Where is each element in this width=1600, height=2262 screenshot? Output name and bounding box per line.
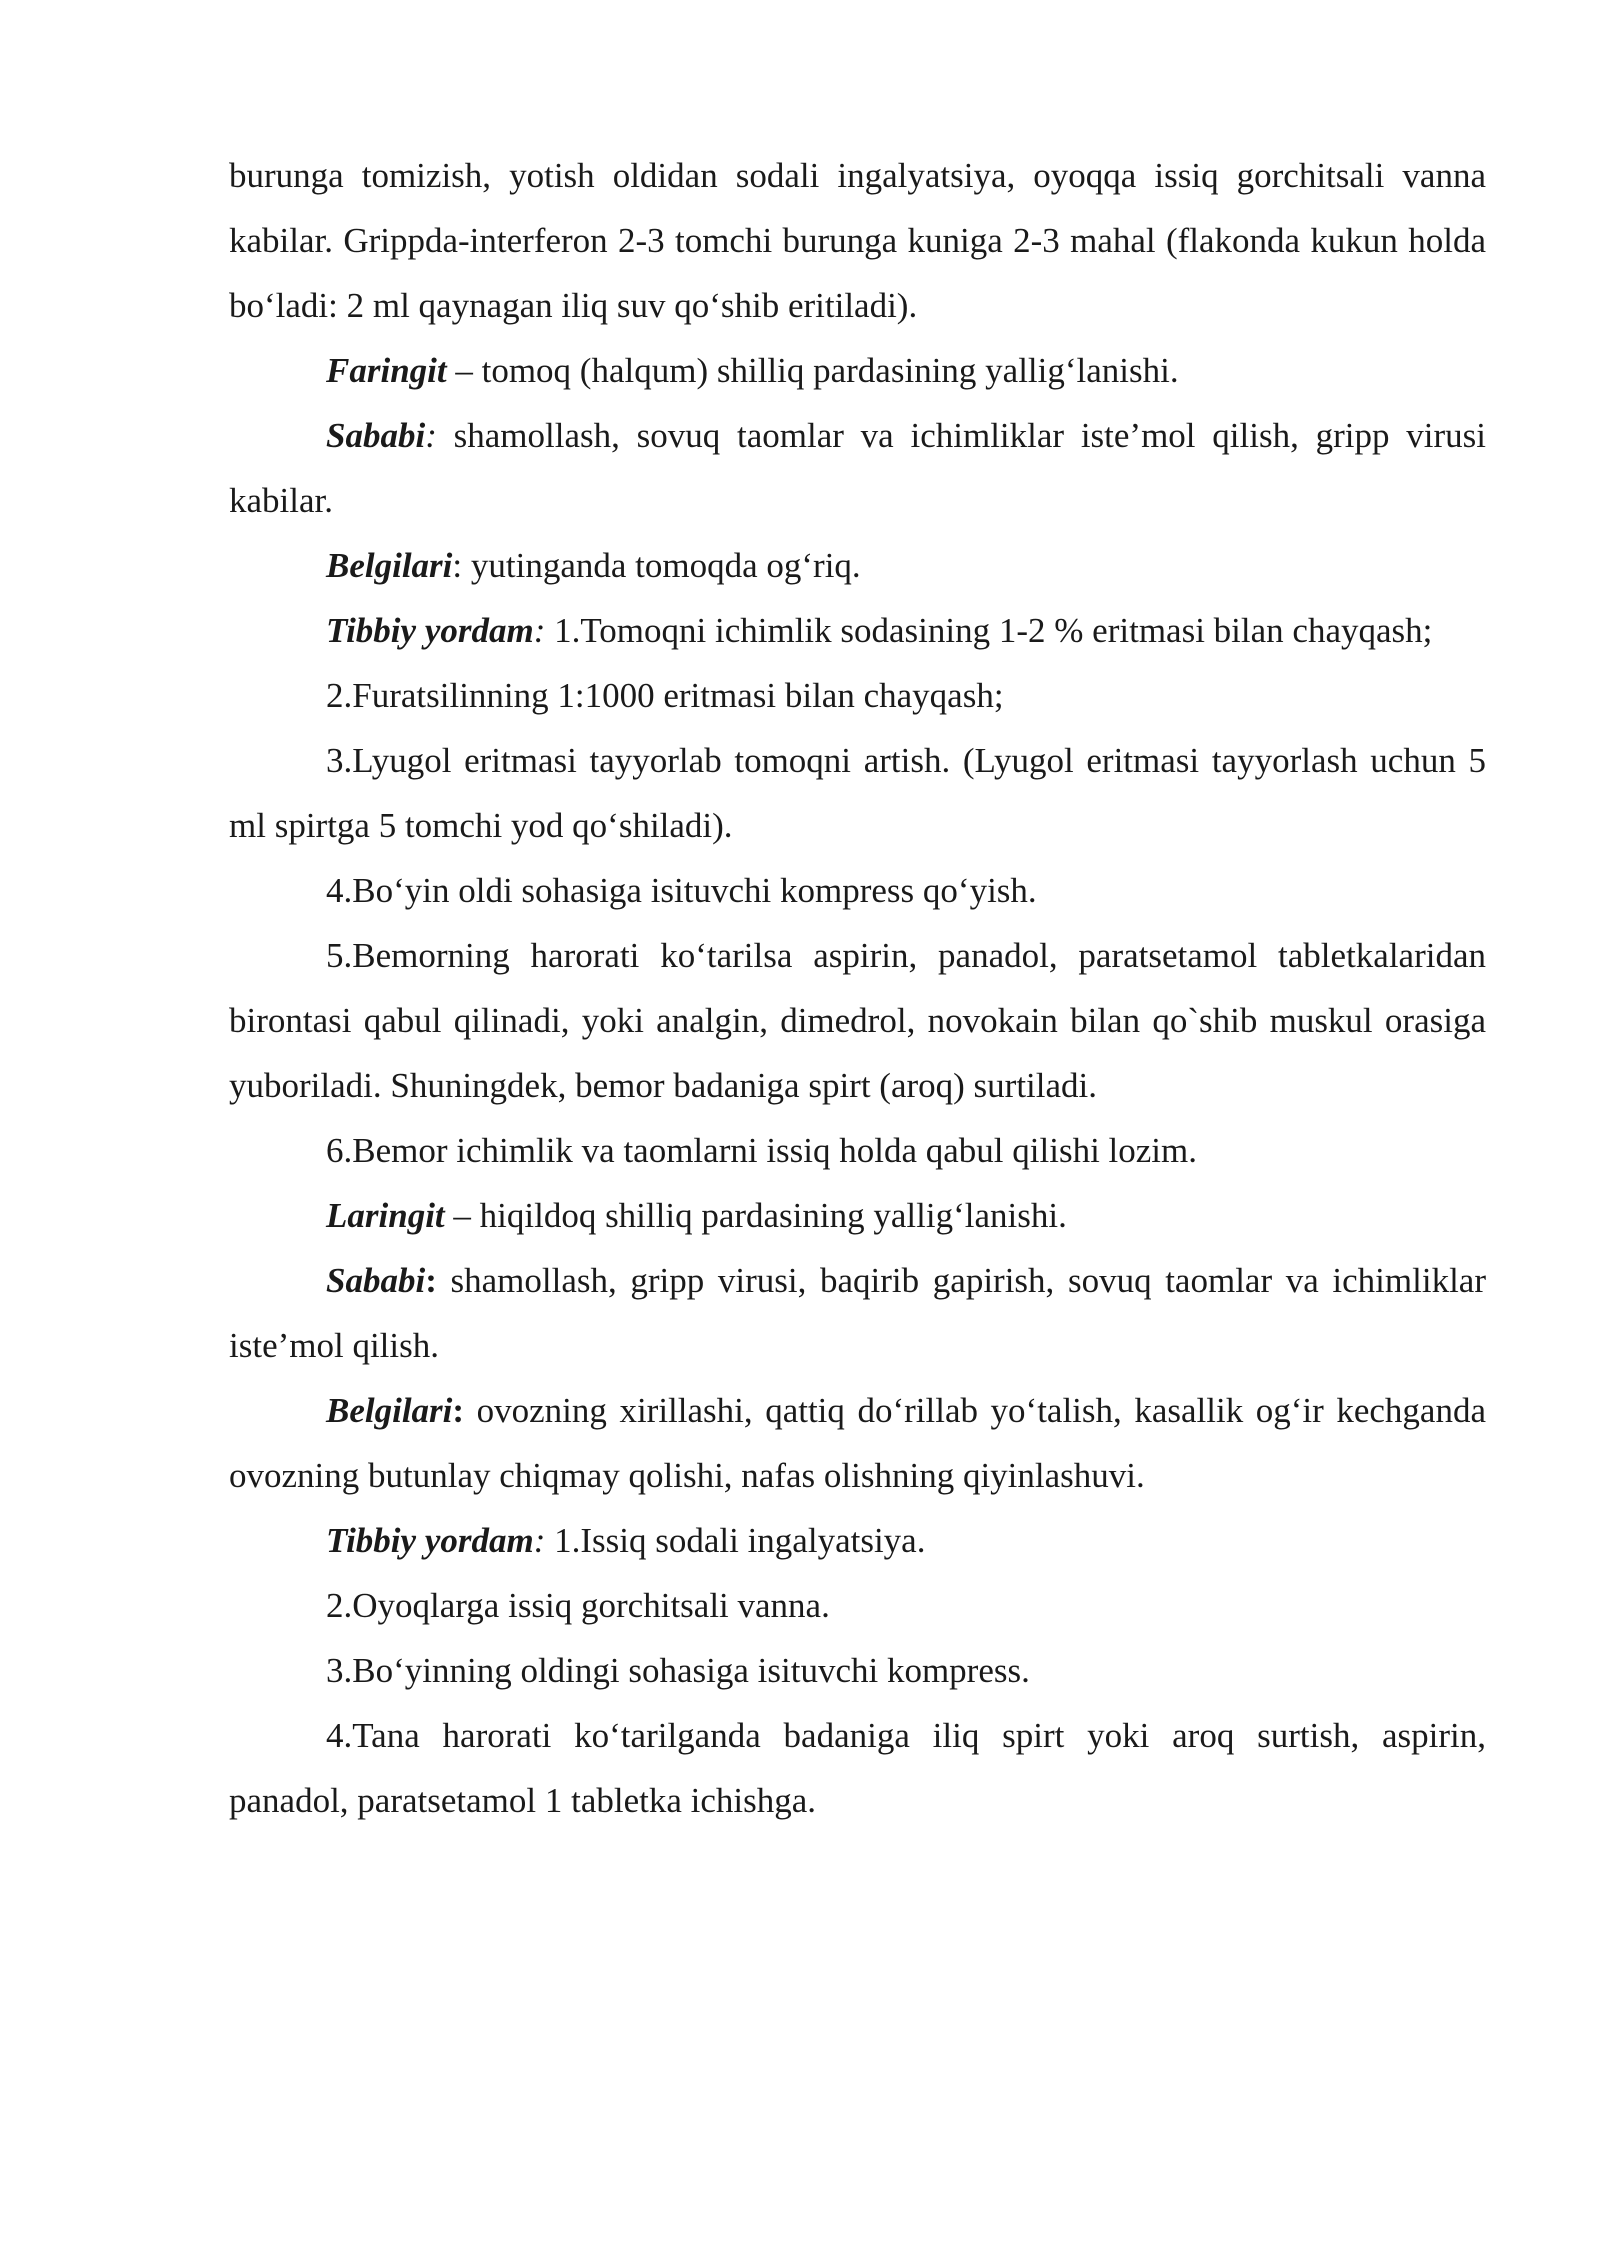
paragraph-text: – tomoq (halqum) shilliq pardasining yallig‘lanishi. bbox=[446, 351, 1179, 390]
label-belgilari: Belgilari bbox=[326, 546, 453, 585]
label-colon: : bbox=[452, 1391, 465, 1430]
paragraph-text: 3.Bo‘yinning oldingi sohasiga isituvchi kompress. bbox=[326, 1651, 1030, 1690]
term-laringit: Laringit bbox=[326, 1196, 445, 1235]
paragraph-laringit-tibbiy-yordam bbox=[229, 1508, 1486, 1573]
label-sababi: Sababi bbox=[326, 416, 426, 455]
paragraph-text: 4.Tana harorati ko‘tarilganda badaniga iliq spirt yoki aroq surtish, aspirin, panadol, paratsetamol 1 tabletka ichishga. bbox=[229, 1716, 1486, 1820]
paragraph-text: 1.Tomoqni ichimlik sodasining 1-2 % eritmasi bilan chayqash; bbox=[545, 611, 1433, 650]
paragraph-laringit-heading bbox=[229, 1183, 1486, 1248]
label-tibbiy-yordam: Tibbiy yordam bbox=[326, 611, 534, 650]
label-colon: : bbox=[425, 1261, 437, 1300]
paragraph-faringit-sababi bbox=[229, 403, 1486, 533]
list-item-2 bbox=[229, 663, 1486, 728]
paragraph-text: shamollash, gripp virusi, baqirib gapirish, sovuq taomlar va ichimliklar iste’mol qilish. bbox=[229, 1261, 1486, 1365]
paragraph-text: 2.Oyoqlarga issiq gorchitsali vanna. bbox=[326, 1586, 830, 1625]
paragraph-text: 2.Furatsilinning 1:1000 eritmasi bilan chayqash; bbox=[326, 676, 1004, 715]
paragraph-laringit-belgilari bbox=[229, 1378, 1486, 1508]
label-tibbiy-yordam: Tibbiy yordam bbox=[326, 1521, 534, 1560]
list-item-6 bbox=[229, 1118, 1486, 1183]
paragraph-laringit-sababi bbox=[229, 1248, 1486, 1378]
paragraph-continuation bbox=[229, 143, 1486, 338]
paragraph-text: 4.Bo‘yin oldi sohasiga isituvchi kompress qo‘yish. bbox=[326, 871, 1037, 910]
paragraph-text: 5.Bemorning harorati ko‘tarilsa aspirin, panadol, paratsetamol tabletkalaridan birontasi qabul qilinadi, yoki analgin, dimedrol, novokain bilan qo`shib muskul orasiga yuboriladi. Shuningdek, bemor badaniga spirt (aroq) surtiladi. bbox=[229, 936, 1486, 1105]
list-item-2 bbox=[229, 1573, 1486, 1638]
paragraph-faringit-tibbiy-yordam bbox=[229, 598, 1486, 663]
list-item-3 bbox=[229, 728, 1486, 858]
paragraph-faringit-heading bbox=[229, 338, 1486, 403]
list-item-3 bbox=[229, 1638, 1486, 1703]
label-colon: : bbox=[533, 611, 546, 650]
paragraph-text: 3.Lyugol eritmasi tayyorlab tomoqni artish. (Lyugol eritmasi tayyorlash uchun 5 ml spirtga 5 tomchi yod qo‘shiladi). bbox=[229, 741, 1486, 845]
paragraph-text: – hiqildoq shilliq pardasining yallig‘lanishi. bbox=[444, 1196, 1067, 1235]
term-faringit: Faringit bbox=[326, 351, 447, 390]
list-item-4 bbox=[229, 858, 1486, 923]
label-colon: : bbox=[425, 416, 437, 455]
paragraph-text: burunga tomizish, yotish oldidan sodali ingalyatsiya, oyoqqa issiq gorchitsali vanna kabilar. Grippda-interferon 2-3 tomchi burunga kuniga 2-3 mahal (flakonda kukun holda bo‘ladi: 2 ml qaynagan iliq suv qo‘shib eritiladi). bbox=[229, 156, 1486, 325]
document-page bbox=[229, 143, 1486, 1833]
paragraph-text: 1.Issiq sodali ingalyatsiya. bbox=[545, 1521, 926, 1560]
label-colon: : bbox=[533, 1521, 546, 1560]
paragraph-text: ovozning xirillashi, qattiq do‘rillab yo‘talish, kasallik og‘ir kechganda ovozning butunlay chiqmay qolishi, nafas olishning qiyinlashuvi. bbox=[229, 1391, 1486, 1495]
paragraph-text: shamollash, sovuq taomlar va ichimliklar iste’mol qilish, gripp virusi kabilar. bbox=[229, 416, 1486, 520]
label-sababi: Sababi bbox=[326, 1261, 426, 1300]
paragraph-text: : yutinganda tomoqda og‘riq. bbox=[452, 546, 861, 585]
paragraph-text: 6.Bemor ichimlik va taomlarni issiq holda qabul qilishi lozim. bbox=[326, 1131, 1198, 1170]
label-belgilari: Belgilari bbox=[326, 1391, 453, 1430]
list-item-4 bbox=[229, 1703, 1486, 1833]
paragraph-faringit-belgilari bbox=[229, 533, 1486, 598]
list-item-5 bbox=[229, 923, 1486, 1118]
